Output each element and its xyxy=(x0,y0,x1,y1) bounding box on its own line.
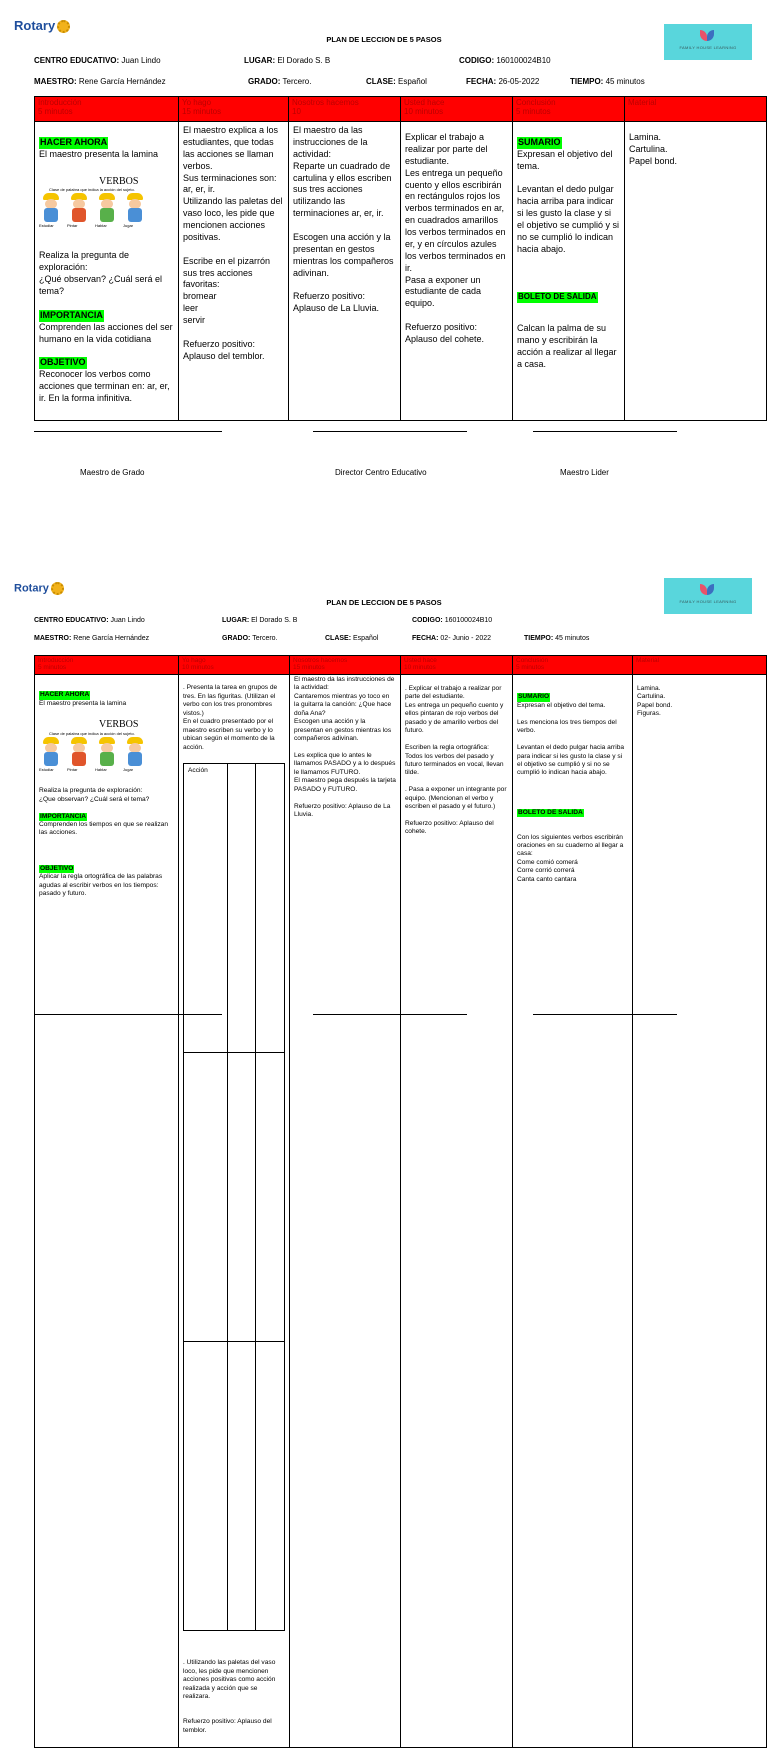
brand-text: FAMILY HOUSE LEARNING xyxy=(679,599,737,604)
cell-nosotros-hacemos: El maestro da las instrucciones de la actividad: Cantaremos mientras yo toco en la guitarra la canción: ¿Que hace doña Ana? Escogen una acción y la presentan en gestos mientras los compañeros adivinan. Les explica que lo antes le llamamos PASADO y a lo después le llamamos FUTURO. El maestro pega después la tarjeta PASADO y FUTURO. Refuerzo positivo: Aplauso de La Lluvia. xyxy=(290,675,401,1748)
label-importancia: IMPORTANCIA xyxy=(40,309,103,320)
book-icon xyxy=(700,584,714,596)
cell-introduccion xyxy=(35,122,179,421)
yo-hago-text1: . Presenta la tarea en grupos de tres. En las figuritas. (Utilizan el verbo con los tres pronombres vistos.) En el cuadro presentado por el maestro escriben su verbo y lo ubican según el momento de la acción. xyxy=(183,684,278,751)
intro-line3: Comprenden los tiempos en que se realizan las acciones. xyxy=(39,820,169,837)
signature-line xyxy=(34,431,222,433)
header-introduccion: Introducción 5 minutos xyxy=(35,656,179,675)
kid-figure: Jugar xyxy=(125,737,145,771)
verbos-illustration xyxy=(39,175,174,237)
maestro-field: MAESTRO: Rene García Hernández xyxy=(34,77,166,86)
school-brand-logo xyxy=(664,578,752,614)
kid-figure: Hablar xyxy=(97,193,117,227)
header-nosotros-hacemos: Nosotros hacemos 15 minutos xyxy=(290,656,401,675)
verbos-illustration xyxy=(39,719,174,777)
header-nosotros-hacemos: Nosotros hacemos 10 xyxy=(289,97,401,122)
label-boleto-de-salida: BOLETO DE SALIDA xyxy=(518,292,597,302)
intro-line4: Aplicar la regla ortográfica de las palabras agudas al escribir verbos en los tiempos: pasado y futuro. xyxy=(39,873,163,897)
header-usted-hace: Usted hace 10 minutos xyxy=(401,97,513,122)
lugar-field: LUGAR: El Dorado S. B xyxy=(222,617,298,624)
intro-line3: Comprenden las acciones del ser humano en la vida cotidiana xyxy=(39,321,173,344)
signature-line xyxy=(533,1014,677,1016)
kid-figure: Hablar xyxy=(97,737,117,771)
codigo-field: CODIGO: 160100024B10 xyxy=(412,617,493,624)
rotary-logo xyxy=(14,18,70,33)
tiempo-field: TIEMPO: 45 minutos xyxy=(570,77,645,86)
intro-line1: El maestro presenta la lamina xyxy=(39,148,159,159)
lesson-plan-table xyxy=(34,655,767,1748)
cell-yo-hago: El maestro explica a los estudiantes, que todas las acciones se llaman verbos. Sus terminaciones son: ar, er, ir. Utilizando las paletas del vaso loco, les pide que mencionen acciones positivas. Escribe en el pizarrón sus tres acciones favoritas: bromear leer servir Refuerzo positivo: Aplauso del temblor. xyxy=(179,122,289,421)
header-conclusion: Conclusión 5 minutos xyxy=(513,97,625,122)
signature-label-director: Director Centro Educativo xyxy=(335,468,427,477)
cell-material: Lamina. Cartulina. Papel bond. Figuras. xyxy=(633,675,767,1748)
intro-line4: Reconocer los verbos como acciones que terminan en: ar, er, ir. En la forma infinitiva. xyxy=(39,369,170,403)
fecha-field: FECHA: 02- Junio - 2022 xyxy=(412,635,491,642)
signature-line xyxy=(34,1014,222,1016)
cell-conclusion xyxy=(513,122,625,421)
centro-field: CENTRO EDUCATIVO: Juan Lindo xyxy=(34,56,161,65)
clase-field: CLASE: Español xyxy=(325,635,379,642)
signature-label-maestro-grado: Maestro de Grado xyxy=(80,468,145,477)
signature-line xyxy=(313,431,467,433)
header-material: Material xyxy=(625,97,767,122)
cell-usted-hace: . Explicar el trabajo a realizar por parte del estudiante. Les entrega un pequeño cuento y ellos pintaran de rojo verbos del pasado y de amarillo verbos del futuro. Escriben la regla ortográfica: Todos los verbos del pasado y futuro terminados en vocal, llevan tilde. . Pasa a exponer un integrante por equipo. (Mencionan el verbo y escriben el pasado y el futuro.) Refuerzo positivo: Aplauso del cohete. xyxy=(401,675,513,1748)
kid-figure: Estudiar xyxy=(41,193,61,227)
brand-text: FAMILY HOUSE LEARNING xyxy=(679,45,737,50)
label-sumario: SUMARIO xyxy=(518,136,561,147)
header-material: Material xyxy=(633,656,767,675)
grado-field: GRADO: Tercero. xyxy=(248,77,312,86)
cell-nosotros-hacemos: El maestro da las instrucciones de la actividad: Reparte un cuadrado de cartulina y ellos escriben sus tres acciones utilizando las terminaciones ar, er, ir. Escogen una acción y la presentan en gestos mientras los compañeros adivinan. Refuerzo positivo: Aplauso de La Lluvia. xyxy=(289,122,401,421)
accion-grid xyxy=(183,763,285,1631)
illus-title: VERBOS xyxy=(99,175,139,187)
label-hacer-ahora: HACER AHORA xyxy=(40,136,108,147)
kid-figure: Estudiar xyxy=(41,737,61,771)
lesson-plan-page-2 xyxy=(0,566,768,1734)
plan-title: PLAN DE LECCION DE 5 PASOS xyxy=(326,35,442,44)
cell-material: Lamina. Cartulina. Papel bond. xyxy=(625,122,767,421)
maestro-field: MAESTRO: Rene García Hernández xyxy=(34,635,150,642)
illus-caption: Clase de palabra que indica la acción del sujeto. xyxy=(49,730,135,736)
table-body-row xyxy=(35,122,767,421)
illus-caption: Clase de palabra que indica la acción del sujeto. xyxy=(49,186,135,192)
header-yo-hago: Yo hago 10 minutos xyxy=(179,656,290,675)
conclusion-text2: Calcan la palma de su mano y escribirán la acción a realizar al llegar a casa. xyxy=(517,323,617,369)
signature-label-maestro-lider: Maestro Lider xyxy=(560,468,609,477)
kid-figure: Jugar xyxy=(125,193,145,227)
table-header-row xyxy=(35,656,767,675)
table-header-row xyxy=(35,97,767,122)
rotary-wheel-icon xyxy=(51,582,64,595)
header-usted-hace: Usted hace 10 minutos xyxy=(401,656,513,675)
label-hacer-ahora: HACER AHORA xyxy=(40,691,90,699)
label-sumario: SUMARIO xyxy=(518,693,550,701)
cell-yo-hago xyxy=(179,675,290,1748)
intro-line2: Realiza la pregunta de exploración: ¿Que observan? ¿Cuál será el tema? xyxy=(39,787,150,803)
intro-line2: Realiza la pregunta de exploración: ¿Qué observan? ¿Cuál será el tema? xyxy=(39,250,163,296)
label-importancia: IMPORTANCIA xyxy=(40,812,87,820)
rotary-logo-text: Rotary xyxy=(14,18,56,33)
conclusion-text1: Expresan el objetivo del tema. Les menciona los tres tiempos del verbo. Levantan el dedo pulgar hacia arriba para indicar si les gusto la clase y si el objetivo se cumplió y si no se cumplió lo indican hacia abajo. xyxy=(517,701,625,777)
lesson-plan-page-1 xyxy=(0,0,768,512)
cell-conclusion xyxy=(513,675,633,1748)
fecha-field: FECHA: 26-05-2022 xyxy=(466,77,540,86)
kid-figure: Pintar xyxy=(69,193,89,227)
rotary-logo-text: Rotary xyxy=(14,582,49,595)
accion-grid-header: Acción xyxy=(184,764,228,1053)
label-boleto-de-salida: BOLETO DE SALIDA xyxy=(518,808,583,816)
header-yo-hago: Yo hago 15 minutos xyxy=(179,97,289,122)
lugar-field: LUGAR: El Dorado S. B xyxy=(244,56,331,65)
plan-title: PLAN DE LECCION DE 5 PASOS xyxy=(326,598,442,607)
rotary-wheel-icon xyxy=(57,20,70,33)
signature-line xyxy=(533,431,677,433)
conclusion-text2: Con los siguientes verbos escribirán oraciones en su cuaderno al llegar a casa: Come comió comerá Corre corrió correrá Canta canto cantara xyxy=(517,833,624,883)
lesson-plan-table xyxy=(34,96,767,421)
grado-field: GRADO: Tercero. xyxy=(222,635,278,642)
centro-field: CENTRO EDUCATIVO: Juan Lindo xyxy=(34,617,145,624)
signature-line xyxy=(313,1014,467,1016)
illus-title: VERBOS xyxy=(99,718,139,730)
intro-line1: El maestro presenta la lamina xyxy=(39,699,127,707)
table-body-row xyxy=(35,675,767,1748)
label-objetivo: OBJETIVO xyxy=(40,864,74,872)
tiempo-field: TIEMPO: 45 minutos xyxy=(524,635,590,642)
label-objetivo: OBJETIVO xyxy=(40,357,86,368)
rotary-logo xyxy=(14,582,64,595)
kid-figure: Pintar xyxy=(69,737,89,771)
header-conclusion: Conclusión 5 minutos xyxy=(513,656,633,675)
header-introduccion: Introducción 5 minutos xyxy=(35,97,179,122)
conclusion-text1: Expresan el objetivo del tema. Levantan el dedo pulgar hacia arriba para indicar si les gusto la clase y si el objetivo se cumplió y si no se cumplió lo indican hacia abajo. xyxy=(517,148,620,254)
cell-usted-hace: Explicar el trabajo a realizar por parte del estudiante. Les entrega un pequeño cuento y ellos escribirán en rectángulos rojos los verbos terminados en ar, en cuadrados amarillos los verbos terminados en er, y en círculos azules los verbos terminados en ir. Pasa a exponer un estudiante de cada equipo. Refuerzo positivo: Aplauso del cohete. xyxy=(401,122,513,421)
codigo-field: CODIGO: 160100024B10 xyxy=(459,56,551,65)
yo-hago-text2: . Utilizando las paletas del vaso loco, les pide que mencionen acciones positivas como acción realizada y acción que se realizara. Refuerzo positivo: Aplauso del temblor. xyxy=(183,1659,276,1734)
cell-introduccion xyxy=(35,675,179,1748)
clase-field: CLASE: Español xyxy=(366,77,427,86)
